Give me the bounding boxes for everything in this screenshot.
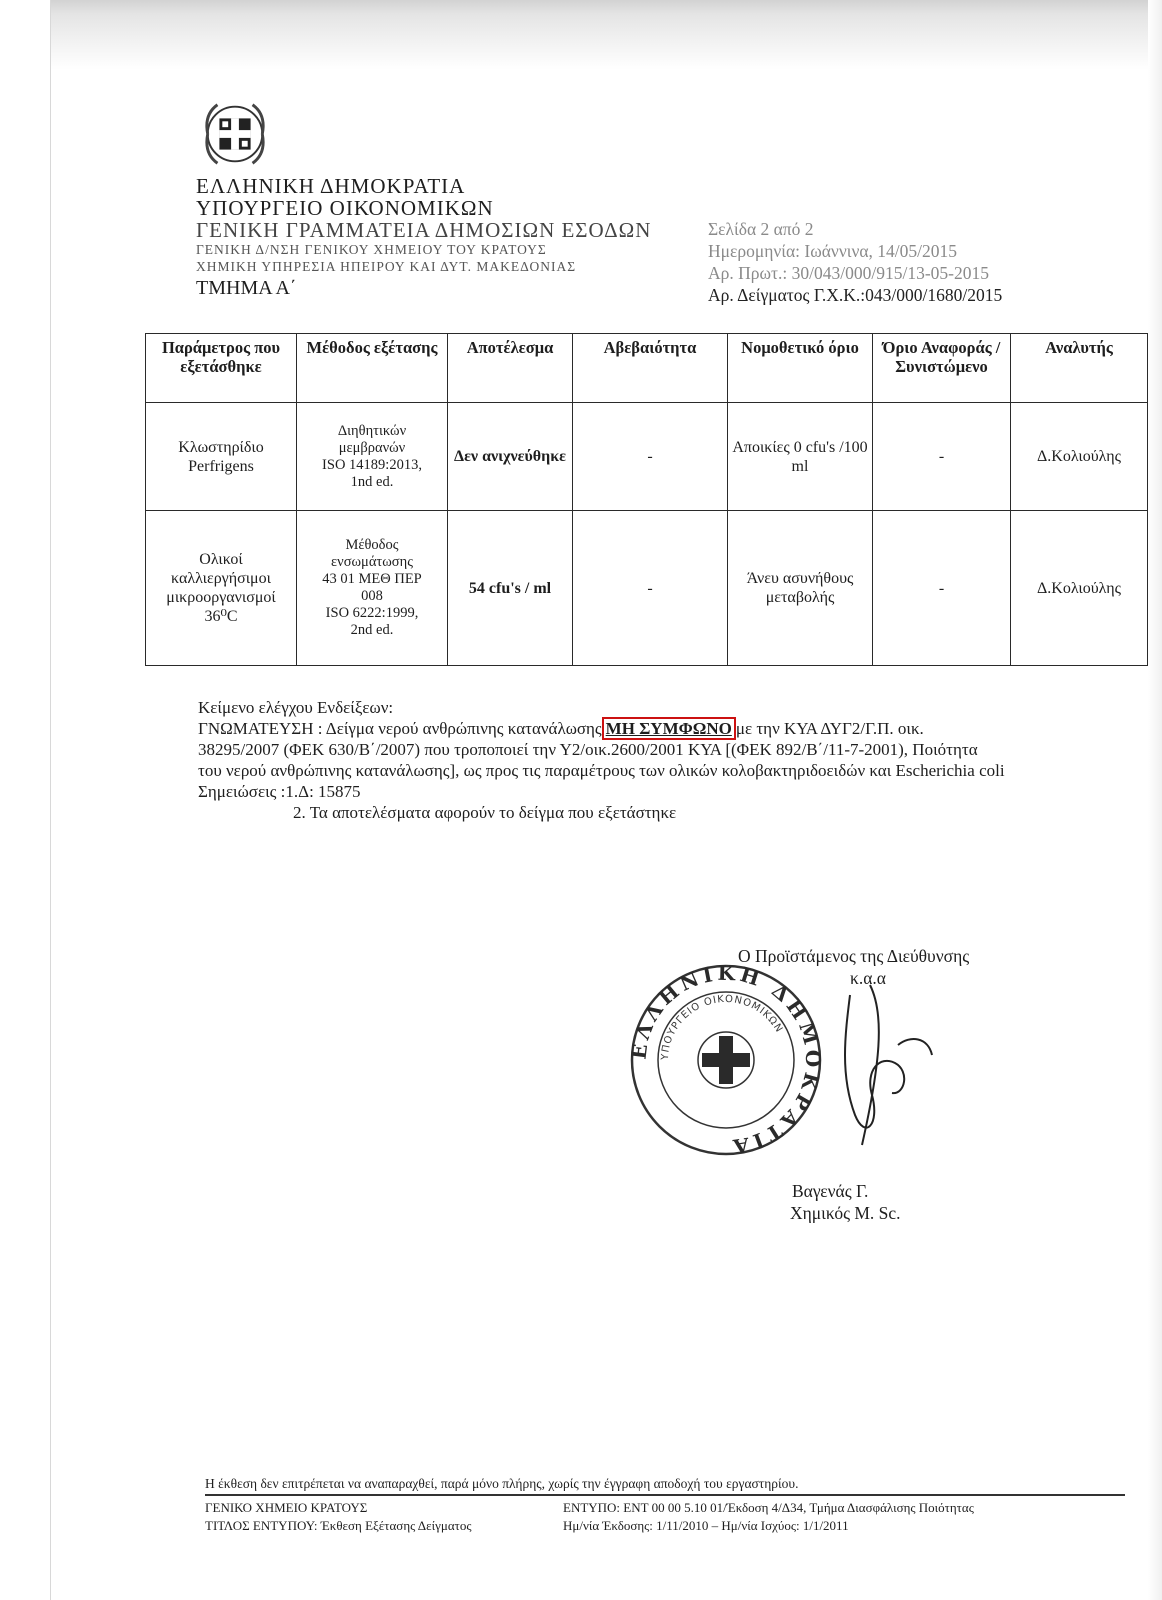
stamp-inner-text: ΥΠΟΥΡΓΕΙΟ ΟΙΚΟΝΟΜΙΚΩΝ <box>659 993 785 1061</box>
method-line: ISO 6222:1999, <box>325 605 419 621</box>
header-line: ΓΕΝΙΚΗ ΓΡΑΜΜΑΤΕΙΑ ΔΗΜΟΣΙΩΝ ΕΣΟΔΩΝ <box>196 218 652 242</box>
analyst-cell: Δ.Κολιούλης <box>1011 403 1148 511</box>
signature-title: Ο Προϊστάμενος της Διεύθυνσης <box>738 946 970 966</box>
legal-limit-cell: Άνευ ασυνήθους μεταβολής <box>728 511 873 666</box>
header-line: ΤΜΗΜΑ Α΄ <box>196 277 297 299</box>
sample-number: Αρ. Δείγματος Γ.Χ.Κ.:043/000/1680/2015 <box>708 285 1003 305</box>
method-cell <box>297 511 448 666</box>
column-header: Όριο Αναφοράς / Συνιστώμενο <box>873 334 1011 403</box>
column-header: Μέθοδος εξέτασης <box>297 334 448 403</box>
method-line: 2nd ed. <box>350 622 394 638</box>
notes-line: του νερού ανθρώπινης κατανάλωσης], ως προς τις παραμέτρους των ολικών κολοβακτηριδοειδών και Escherichia coli <box>198 761 1005 780</box>
header-line: ΧΗΜΙΚΗ ΥΠΗΡΕΣΙΑ ΗΠΕΙΡΟΥ ΚΑΙ ΔΥΤ. ΜΑΚΕΔΟΝΙΑΣ <box>196 259 577 274</box>
notes-line: Σημειώσεις :1.Δ: 15875 <box>198 782 361 801</box>
method-line: 43 01 ΜΕΘ ΠΕΡ <box>322 571 422 587</box>
signatory <box>790 1180 901 1224</box>
footer-line: ΕΝΤΥΠΟ: ENT 00 00 5.10 01/Έκδοση 4/Δ34, Τμήμα Διασφάλισης Ποιότητας <box>563 1500 974 1515</box>
verdict-prefix: ΓΝΩΜΑΤΕΥΣΗ : Δείγμα νερού ανθρώπινης κατανάλωσης <box>198 719 602 738</box>
notes-line: 2. Τα αποτελέσματα αφορούν το δείγμα που εξετάστηκε <box>293 803 677 822</box>
verdict-line <box>198 718 1005 739</box>
verdict-highlight: ΜΗ ΣΥΜΦΩΝΟ <box>602 717 736 740</box>
scan-edge-right <box>1148 0 1162 1600</box>
page-number: Σελίδα 2 από 2 <box>708 219 814 239</box>
method-line: ενσωμάτωσης <box>331 554 413 570</box>
notes-title: Κείμενο ελέγχου Ενδείξεων: <box>198 698 394 717</box>
parameter-cell: Κλωστηρίδιο Perfrigens <box>146 403 297 511</box>
stamp-outer-text: ΕΛΛΗΝΙΚΗ ΔΗΜΟΚΡΑΤΙΑ <box>626 960 826 1160</box>
header-line: ΓΕΝΙΚΗ Δ/ΝΣΗ ΓΕΝΙΚΟΥ ΧΗΜΕΙΟΥ ΤΟΥ ΚΡΑΤΟΥΣ <box>196 242 547 257</box>
table-row <box>146 511 1148 666</box>
scan-shadow <box>50 0 1160 70</box>
result-cell: 54 cfu's / ml <box>448 511 573 666</box>
footer-line: ΓΕΝΙΚΟ ΧΗΜΕΙΟ ΚΡΑΤΟΥΣ <box>205 1500 368 1515</box>
method-line: Διηθητικών <box>337 422 407 439</box>
signature-subtitle: κ.α.α <box>850 968 886 988</box>
reference-limit-cell: - <box>873 403 1011 511</box>
result-cell: Δεν ανιχνεύθηκε <box>448 403 573 511</box>
issuer-header <box>196 175 651 299</box>
column-header: Παράμετρος που εξετάσθηκε <box>146 334 297 403</box>
footer-left <box>205 1499 472 1535</box>
notes-line: 38295/2007 (ΦΕΚ 630/Β΄/2007) που τροποποιεί την Υ2/οικ.2600/2001 ΚΥΑ [(ΦΕΚ 892/Β΄/11-7-2001), Ποιότητα <box>198 740 978 759</box>
footer-disclaimer: Η έκθεση δεν επιτρέπεται να αναπαραχθεί, παρά μόνο πλήρης, χωρίς την έγγραφη αποδοχή του εργαστηρίου. <box>205 1476 799 1491</box>
verdict-suffix: με την ΚΥΑ ΔΥΓ2/Γ.Π. οικ. <box>735 719 924 738</box>
scan-edge <box>50 0 51 1600</box>
method-line: 008 <box>361 588 383 604</box>
uncertainty-cell: - <box>573 403 728 511</box>
results-table <box>145 333 1148 666</box>
footer-right <box>563 1499 974 1535</box>
signatory-role: Χημικός Μ. Sc. <box>790 1203 901 1223</box>
method-cell <box>297 403 448 511</box>
footer-divider <box>205 1494 1125 1496</box>
uncertainty-cell: - <box>573 511 728 666</box>
table-row <box>146 403 1148 511</box>
analyst-cell: Δ.Κολιούλης <box>1011 511 1148 666</box>
signatory-name: Βαγενάς Γ. <box>792 1181 869 1201</box>
handwritten-signature-icon <box>810 975 940 1155</box>
document-meta <box>708 218 1002 306</box>
column-header: Αβεβαιότητα <box>573 334 728 403</box>
greek-coat-of-arms-icon <box>196 95 274 173</box>
header-line: ΕΛΛΗΝΙΚΗ ΔΗΜΟΚΡΑΤΙΑ <box>196 174 466 198</box>
method-line: 1nd ed. <box>350 473 394 490</box>
method-line: ISO 14189:2013, <box>322 456 422 473</box>
header-line: ΥΠΟΥΡΓΕΙΟ ΟΙΚΟΝΟΜΙΚΩΝ <box>196 196 494 220</box>
column-header: Νομοθετικό όριο <box>728 334 873 403</box>
document-date: Ημερομηνία: Ιωάννινα, 14/05/2015 <box>708 241 958 261</box>
official-stamp-icon <box>626 960 826 1160</box>
method-line: μεμβρανών <box>338 439 406 456</box>
column-header: Αποτέλεσμα <box>448 334 573 403</box>
table-header-row <box>146 334 1148 403</box>
notes-section <box>198 697 1005 823</box>
protocol-number: Αρ. Πρωτ.: 30/043/000/915/13-05-2015 <box>708 263 990 283</box>
parameter-cell: Ολικοί καλλιεργήσιμοι μικροοργανισμοί 36⁰C <box>146 511 297 666</box>
legal-limit-cell: Αποικίες 0 cfu's /100 ml <box>728 403 873 511</box>
method-line: Μέθοδος <box>345 537 399 553</box>
footer-line: Ημ/νία Έκδοσης: 1/11/2010 – Ημ/νία Ισχύος: 1/1/2011 <box>563 1518 849 1533</box>
column-header: Αναλυτής <box>1011 334 1148 403</box>
reference-limit-cell: - <box>873 511 1011 666</box>
footer-line: ΤΙΤΛΟΣ ΕΝΤΥΠΟΥ: Έκθεση Εξέτασης Δείγματος <box>205 1518 472 1533</box>
